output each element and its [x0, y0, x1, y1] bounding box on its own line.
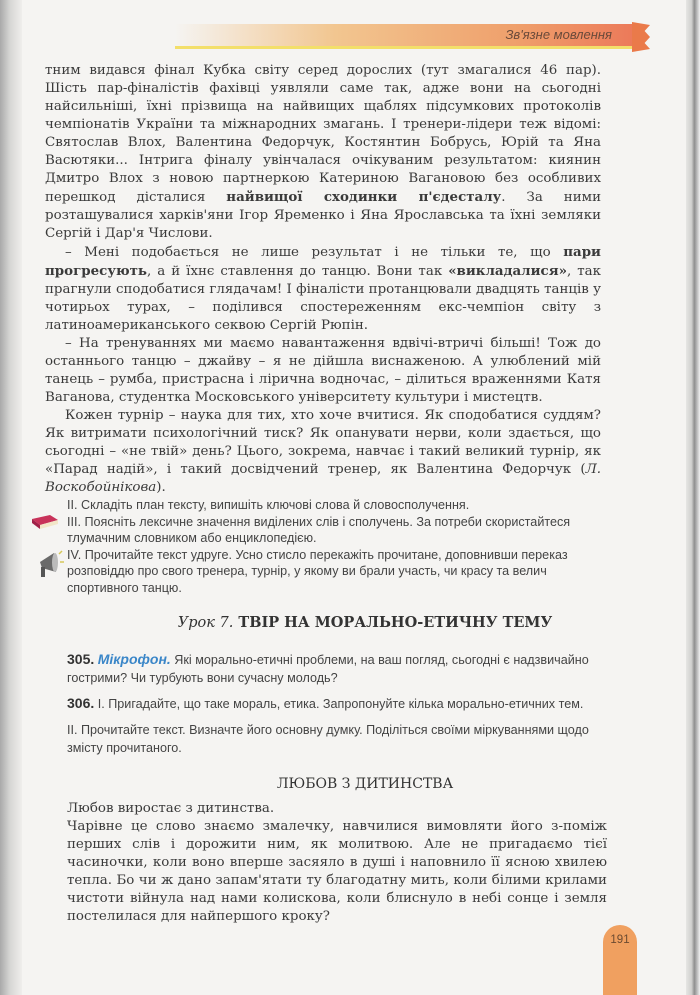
paragraph: [45, 243, 601, 335]
exercise-keyword: Мікрофон.: [97, 651, 171, 667]
page-number: 191: [610, 934, 630, 946]
exercise-text: [67, 650, 607, 687]
paragraph: Чарівне це слово знаємо змалечку, навчилися вимовляти його з-поміж перших слів і дорожити ним, як молитвою. Але не пригадаємо тієї часиночки, коли воно вперше засяяло в душі і наповнило її ясною хвилею тепла. Бо чи ж дано запам'ятати ту благодатну мить, коли білими крилами чистоти війнула над нами колискова, коли блиснуло в небі сонце і земля постелилася для найпершого кроку?: [67, 819, 607, 924]
author-name: Л. Воскобойнікова: [45, 462, 601, 495]
task-item: IV. Прочитайте текст удруге. Усно стисло перекажіть прочитане, доповнивши переказ розповіддю про свого тренера, турнір, у якому ви брали участь, чи красу та велич спортивного танцю.: [67, 547, 568, 595]
exercise-text: [67, 694, 607, 713]
highlighted-phrase: найвищої сходинки п'єдесталу: [226, 189, 502, 205]
exercise-number: 305.: [67, 651, 95, 667]
page-edge: [686, 0, 700, 995]
highlighted-phrase: «викладалися»: [448, 263, 567, 279]
section-title: Зв'язне мовлення: [505, 27, 612, 42]
story-title: ЛЮБОВ З ДИТИНСТВА: [276, 776, 454, 792]
header-notch-decoration: [632, 22, 650, 52]
article-text: [45, 62, 601, 497]
text: Які морально-етичні проблеми, на ваш погляд, сьогодні є надзвичайно гострими? Чи турбують вони сучасну молодь?: [67, 653, 589, 685]
page-number-tab: [603, 925, 637, 995]
text: – Мені подобається не лише результат і не тільки те, що: [65, 245, 564, 260]
paragraph: [45, 62, 601, 243]
text: ).: [156, 480, 166, 495]
section-header-band: [175, 24, 632, 49]
lesson-label: Урок 7.: [177, 615, 234, 631]
megaphone-icon: [36, 550, 64, 580]
text: І. Пригадайте, що таке мораль, етика. Запропонуйте кілька морально-етичних тем.: [94, 697, 584, 711]
page-gutter-shadow: [0, 0, 22, 995]
text: , так прагнули сподобатися глядачам! І фіналісти протанцювали двадцять танців у чотирьох турах, – поділився спостереженням екс-чемпіон світу з латиноамериканського секвою Сергій Рюпін.: [45, 264, 601, 333]
task-list: [67, 497, 607, 596]
lesson-title: ТВІР НА МОРАЛЬНО-ЕТИЧНУ ТЕМУ: [238, 614, 553, 631]
lesson-heading: [0, 614, 700, 631]
task-item: III. Поясніть лексичне значення виділених слів і сполучень. За потреби скористайтеся тлумачним словником або енциклопедією.: [67, 514, 571, 545]
task-item: II. Складіть план тексту, випишіть ключові слова й словосполучення.: [67, 498, 470, 512]
story-text: [67, 800, 607, 926]
exercise-306: [67, 694, 607, 757]
text: . За ними розташувалися харків'яни Ігор Яременко і Яна Ярославська та їхні земляки Сергій і Дар'я Числови.: [45, 190, 601, 241]
text: , а й їхнє ставлення до танцю. Вони так: [147, 264, 449, 279]
exercise-text: ІІ. Прочитайте текст. Визначте його основну думку. Поділіться своїми міркуваннями щодо змісту прочитаного.: [67, 723, 589, 755]
paragraph: [45, 407, 601, 497]
text: Кожен турнір – наука для тих, хто хоче вчитися. Як сподобатися суддям? Як витримати психологічний тиск? Як опанувати нерви, коли здається, що сьогодні – «не твій» день? Цього, зокрема, навчає і такий великий турнір, як «Парад надій», і такий досвідчений тренер, як Валентина Федорчук (: [45, 408, 601, 477]
highlighted-phrase: пари прогресують: [45, 244, 601, 279]
paragraph: Любов виростає з дитинства.: [67, 801, 275, 816]
exercise-number: 306.: [67, 695, 95, 711]
paragraph: – На тренуваннях ми маємо навантаження вдвічі-втричі більші! Тож до останнього танцю – джайву – я не дійшла виснаженою. А улюблений мій танець – румба, пристрасна і лірична водночас, – ділиться враженнями Катя Ваганова, студентка Московського університету культури і мистецтв.: [45, 336, 601, 405]
exercise-305: [67, 650, 607, 687]
dictionary-book-icon: [30, 514, 60, 530]
text: тним видався фінал Кубка світу серед дорослих (тут змагалися 46 пар). Шість пар-фіналістів фахівці уявляли саме так, адже вони на сьогодні найсильніші, їхні прізвища на найвищих щаблях підсумкових протоколів чемпіонатів України та міжнародних змагань. І тренери-лідери теж відомі: Святослав Влох, Валентина Федорчук, Костянтин Бобрусь, Юрій та Яна Васютяки... Інтрига фіналу увінчалася очікуваним результатом: киянин Дмитро Влох з новою партнеркою Катериною Вагановою без особливих перешкод дісталися: [45, 63, 601, 205]
